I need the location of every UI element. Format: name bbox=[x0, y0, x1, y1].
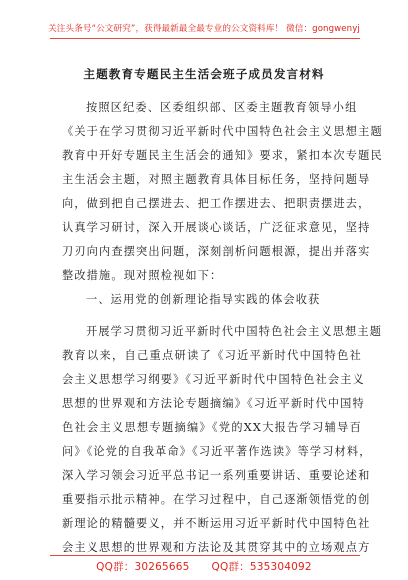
body-line: 主生活会主题，对照主题教育具体目标任务，坚持问题导 bbox=[62, 173, 371, 186]
qq-group-label: QQ群： bbox=[96, 561, 135, 573]
header-divider bbox=[50, 38, 360, 39]
body-line: 按照区纪委、区委组织部、区委主题教育领导小组 bbox=[86, 101, 358, 114]
qq-group-number: 30265665 bbox=[134, 561, 190, 573]
body-line: 整改措施。现对照检视如下： bbox=[62, 269, 223, 282]
qq-group-label-2: QQ群： bbox=[211, 561, 250, 573]
footer-divider bbox=[50, 555, 360, 556]
body-line: 《关于在学习贯彻习近平新时代中国特色社会主义思想主题 bbox=[62, 125, 383, 138]
page-header bbox=[0, 0, 408, 40]
body-line: 开展学习贯彻习近平新时代中国特色社会主义思想主题 bbox=[86, 325, 383, 338]
qq-group-number-2: 535304092 bbox=[249, 561, 312, 573]
body-line: 向，做到把自己摆进去、把工作摆进去、把职责摆进去， bbox=[62, 197, 371, 210]
body-line: 问》《论党的自我革命》《习近平著作选读》等学习材料， bbox=[62, 445, 372, 458]
body-line: 思想的世界观和方法论专题摘编》《习近平新时代中国特 bbox=[62, 397, 365, 410]
body-line: 会主义思想学习纲要》《习近平新时代中国特色社会主义 bbox=[62, 373, 365, 386]
body-line: 新理论的精髓要义，并不断运用习近平新时代中国特色社 bbox=[62, 517, 371, 530]
section-heading: 一、运用党的创新理论指导实践的体会收获 bbox=[86, 293, 321, 306]
body-line: 认真学习研讨，深入开展谈心谈话，广泛征求意见，坚持 bbox=[62, 221, 371, 234]
body-line: 教育中开好专题民主生活会的通知》要求，紧扣本次专题民 bbox=[62, 149, 383, 162]
body-line: 色社会主义思想专题摘编》《党的XX大报告学习辅导百 bbox=[62, 421, 362, 434]
body-line: 重要指示批示精神。在学习过程中，自己逐渐领悟党的创 bbox=[62, 493, 371, 506]
footer-contacts bbox=[0, 559, 408, 574]
header-banner: 关注头条号“公文研究”，获得最新最全最专业的公文资料库！ 微信：gongwenyj bbox=[48, 24, 360, 34]
body-line: 会主义思想的世界观和方法论及其贯穿其中的立场观点方 bbox=[62, 541, 371, 554]
body-line: 刀刃向内查摆突出问题，深刻剖析问题根源，提出并落实 bbox=[62, 245, 371, 258]
body-line: 教育以来，自己重点研读了《习近平新时代中国特色社 bbox=[62, 349, 362, 362]
document-title: 主题教育专题民主生活会班子成员发言材料 bbox=[83, 67, 325, 81]
body-line: 深入学习领会习近平总书记一系列重要讲话、重要论述和 bbox=[62, 469, 371, 482]
